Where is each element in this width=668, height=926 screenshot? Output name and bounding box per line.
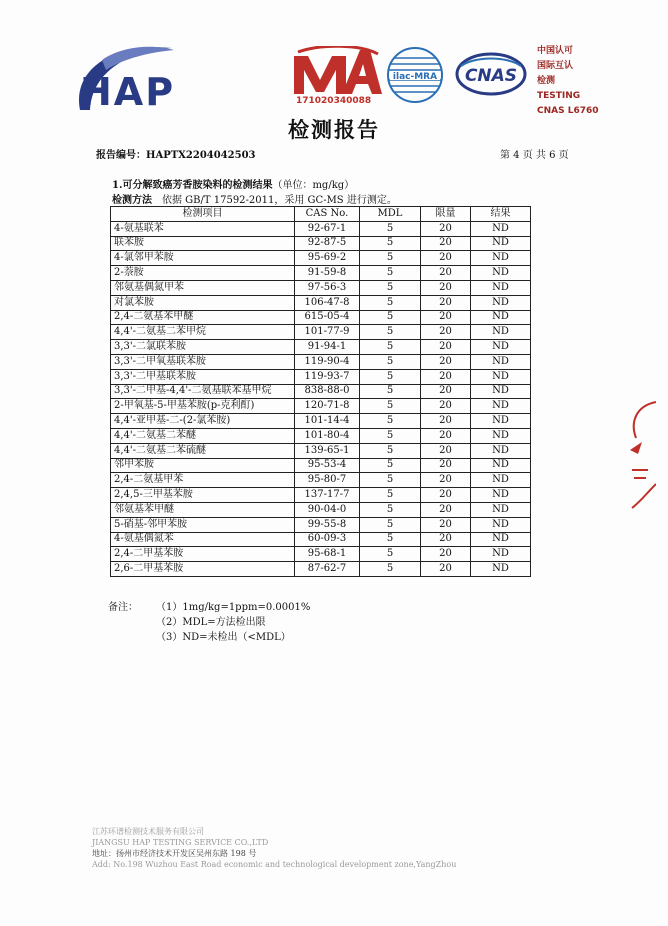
cell-mdl: 5 — [360, 428, 421, 443]
cell-result: ND — [471, 266, 531, 281]
cell-mdl: 5 — [360, 266, 421, 281]
cell-limit: 20 — [421, 502, 471, 517]
cell-result: ND — [471, 488, 531, 503]
cell-cas-no: 137-17-7 — [295, 488, 360, 503]
cell-cas-no: 95-69-2 — [295, 251, 360, 266]
cell-test-item: 邻氨基偶氮甲苯 — [111, 280, 295, 295]
cell-result: ND — [471, 428, 531, 443]
cnas-line: TESTING — [537, 91, 581, 101]
cell-test-item: 邻甲苯胺 — [111, 458, 295, 473]
cell-limit: 20 — [421, 473, 471, 488]
cell-result: ND — [471, 369, 531, 384]
cell-test-item: 4,4'-二氨基二苯甲烷 — [111, 325, 295, 340]
cnas-line: 中国认可 — [537, 46, 574, 56]
cnas-logo-icon — [455, 52, 527, 96]
section-unit: （单位：mg/kg） — [272, 180, 355, 191]
cell-cas-no: 92-67-1 — [295, 221, 360, 236]
cell-limit: 20 — [421, 384, 471, 399]
cell-test-item: 2-萘胺 — [111, 266, 295, 281]
cell-limit: 20 — [421, 399, 471, 414]
table-row — [111, 547, 531, 562]
cell-limit: 20 — [421, 236, 471, 251]
cell-cas-no: 91-94-1 — [295, 340, 360, 355]
section-title-text: 1.可分解致癌芳香胺染料的检测结果 — [112, 180, 273, 191]
cell-limit: 20 — [421, 325, 471, 340]
table-row — [111, 473, 531, 488]
table-row — [111, 340, 531, 355]
cell-cas-no: 95-53-4 — [295, 458, 360, 473]
cell-limit: 20 — [421, 517, 471, 532]
cell-cas-no: 87-62-7 — [295, 562, 360, 577]
cell-mdl: 5 — [360, 251, 421, 266]
cell-cas-no: 139-65-1 — [295, 443, 360, 458]
cell-test-item: 2,4-二氨基苯甲醚 — [111, 310, 295, 325]
cell-cas-no: 60-09-3 — [295, 532, 360, 547]
cell-limit: 20 — [421, 443, 471, 458]
table-row — [111, 354, 531, 369]
table-row — [111, 458, 531, 473]
cell-mdl: 5 — [360, 488, 421, 503]
table-row — [111, 502, 531, 517]
cell-test-item: 2-甲氧基-5-甲基苯胺(p-克利酊) — [111, 399, 295, 414]
cell-mdl: 5 — [360, 340, 421, 355]
footer-address-cn: 地址：扬州市经济技术开发区吴州东路 198 号 — [92, 849, 257, 858]
cell-result: ND — [471, 384, 531, 399]
cell-test-item: 3,3'-二甲基-4,4'-二氨基联苯基甲烷 — [111, 384, 295, 399]
cell-cas-no: 101-77-9 — [295, 325, 360, 340]
table-row — [111, 295, 531, 310]
footer-company-en: JIANGSU HAP TESTING SERVICE CO.,LTD — [92, 838, 269, 847]
cnas-line: 检测 — [537, 76, 556, 86]
cell-result: ND — [471, 295, 531, 310]
table-row — [111, 488, 531, 503]
cell-limit: 20 — [421, 295, 471, 310]
cma-code: 171020340088 — [296, 96, 372, 106]
table-row — [111, 325, 531, 340]
cell-mdl: 5 — [360, 473, 421, 488]
cell-cas-no: 119-90-4 — [295, 354, 360, 369]
cell-result: ND — [471, 547, 531, 562]
table-row — [111, 236, 531, 251]
cell-limit: 20 — [421, 458, 471, 473]
method-label: 检测方法 — [112, 195, 152, 206]
cell-test-item: 2,4,5-三甲基苯胺 — [111, 488, 295, 503]
cell-limit: 20 — [421, 414, 471, 429]
table-row — [111, 414, 531, 429]
cell-mdl: 5 — [360, 325, 421, 340]
cell-mdl: 5 — [360, 221, 421, 236]
cell-cas-no: 97-56-3 — [295, 280, 360, 295]
table-row — [111, 369, 531, 384]
cell-test-item: 4-氯邻甲苯胺 — [111, 251, 295, 266]
cell-mdl: 5 — [360, 280, 421, 295]
cell-cas-no: 95-68-1 — [295, 547, 360, 562]
cell-test-item: 4,4'-二氨基二苯硫醚 — [111, 443, 295, 458]
document-title: 检测报告 — [288, 117, 380, 142]
cell-mdl: 5 — [360, 532, 421, 547]
cell-mdl: 5 — [360, 236, 421, 251]
results-table-body — [111, 221, 531, 576]
cell-mdl: 5 — [360, 547, 421, 562]
cell-result: ND — [471, 340, 531, 355]
cell-cas-no: 106-47-8 — [295, 295, 360, 310]
cell-mdl: 5 — [360, 414, 421, 429]
header-test-item: 检测项目 — [111, 207, 295, 222]
table-row — [111, 221, 531, 236]
cell-test-item: 2,4-二氨基甲苯 — [111, 473, 295, 488]
report-number: 报告编号：HAPTX2204042503 — [96, 150, 256, 161]
cell-test-item: 2,4-二甲基苯胺 — [111, 547, 295, 562]
cell-result: ND — [471, 502, 531, 517]
cell-result: ND — [471, 458, 531, 473]
cell-result: ND — [471, 354, 531, 369]
method-text: 依据 GB/T 17592-2011，采用 GC-MS 进行测定。 — [162, 195, 397, 206]
cnas-accreditation-text — [537, 44, 599, 119]
cell-result: ND — [471, 562, 531, 577]
cell-result: ND — [471, 473, 531, 488]
cell-result: ND — [471, 399, 531, 414]
cell-test-item: 4-氨基偶氮苯 — [111, 532, 295, 547]
cell-mdl: 5 — [360, 369, 421, 384]
ilac-mra-globe-icon — [386, 46, 444, 104]
cell-test-item: 2,6-二甲基苯胺 — [111, 562, 295, 577]
cell-limit: 20 — [421, 369, 471, 384]
table-row — [111, 266, 531, 281]
cell-cas-no: 615-05-4 — [295, 310, 360, 325]
cell-mdl: 5 — [360, 502, 421, 517]
cell-result: ND — [471, 236, 531, 251]
cnas-label: CNAS — [464, 66, 518, 86]
cell-limit: 20 — [421, 340, 471, 355]
cell-result: ND — [471, 251, 531, 266]
header-result: 结果 — [471, 207, 531, 222]
table-row — [111, 532, 531, 547]
note-item: （1）1mg/kg=1ppm=0.0001% — [156, 602, 311, 613]
cell-limit: 20 — [421, 428, 471, 443]
results-table — [110, 206, 531, 577]
cell-limit: 20 — [421, 547, 471, 562]
cell-mdl: 5 — [360, 310, 421, 325]
cell-mdl: 5 — [360, 399, 421, 414]
test-method — [112, 191, 397, 206]
header-mdl: MDL — [360, 207, 421, 222]
table-row — [111, 562, 531, 577]
footer — [92, 826, 456, 870]
cell-cas-no: 101-14-4 — [295, 414, 360, 429]
cell-result: ND — [471, 414, 531, 429]
table-header-row — [111, 207, 531, 222]
table-row — [111, 428, 531, 443]
footer-company-cn: 江苏环谱检测技术服务有限公司 — [92, 827, 204, 836]
table-row — [111, 310, 531, 325]
cell-test-item: 联苯胺 — [111, 236, 295, 251]
cell-mdl: 5 — [360, 354, 421, 369]
table-row — [111, 443, 531, 458]
cell-result: ND — [471, 325, 531, 340]
cell-test-item: 4-氨基联苯 — [111, 221, 295, 236]
cell-limit: 20 — [421, 488, 471, 503]
cell-cas-no: 91-59-8 — [295, 266, 360, 281]
table-row — [111, 399, 531, 414]
cell-cas-no: 95-80-7 — [295, 473, 360, 488]
cell-test-item: 5-硝基-邻甲苯胺 — [111, 517, 295, 532]
cell-cas-no: 99-55-8 — [295, 517, 360, 532]
cell-limit: 20 — [421, 221, 471, 236]
section-title — [112, 176, 354, 191]
header-cas-no: CAS No. — [295, 207, 360, 222]
header-limit: 限量 — [421, 207, 471, 222]
cell-limit: 20 — [421, 266, 471, 281]
cell-limit: 20 — [421, 354, 471, 369]
cell-limit: 20 — [421, 310, 471, 325]
table-row — [111, 384, 531, 399]
cell-mdl: 5 — [360, 295, 421, 310]
page-count: 第 4 页 共 6 页 — [500, 150, 569, 161]
note-item: （2）MDL=方法检出限 — [156, 617, 266, 628]
cell-test-item: 3,3'-二氯联苯胺 — [111, 340, 295, 355]
cell-result: ND — [471, 532, 531, 547]
cell-test-item: 邻氨基苯甲醚 — [111, 502, 295, 517]
cell-result: ND — [471, 443, 531, 458]
cell-result: ND — [471, 280, 531, 295]
hap-logo-text: HAP — [80, 70, 176, 114]
cell-mdl: 5 — [360, 384, 421, 399]
footer-address-en: Add: No.198 Wuzhou East Road economic and technological development zone,YangZhou — [92, 860, 457, 869]
notes — [108, 600, 310, 645]
cell-mdl: 5 — [360, 562, 421, 577]
cell-cas-no: 92-87-5 — [295, 236, 360, 251]
cell-cas-no: 120-71-8 — [295, 399, 360, 414]
cell-cas-no: 101-80-4 — [295, 428, 360, 443]
cell-result: ND — [471, 221, 531, 236]
cell-test-item: 4,4'-二氨基二苯醚 — [111, 428, 295, 443]
cell-limit: 20 — [421, 251, 471, 266]
cell-cas-no: 119-93-7 — [295, 369, 360, 384]
cnas-line: 国际互认 — [537, 61, 574, 71]
cell-test-item: 3,3'-二甲氧基联苯胺 — [111, 354, 295, 369]
cma-mark-icon — [290, 46, 382, 98]
cell-limit: 20 — [421, 280, 471, 295]
cnas-line: CNAS L6760 — [537, 106, 599, 116]
table-row — [111, 280, 531, 295]
table-row — [111, 517, 531, 532]
cell-test-item: 4,4'-亚甲基-二-(2-氯苯胺) — [111, 414, 295, 429]
cell-test-item: 3,3'-二甲基联苯胺 — [111, 369, 295, 384]
table-row — [111, 251, 531, 266]
cell-mdl: 5 — [360, 458, 421, 473]
cell-mdl: 5 — [360, 517, 421, 532]
cell-result: ND — [471, 310, 531, 325]
notes-label: 备注： — [108, 602, 138, 613]
seal-stamp-icon — [626, 398, 656, 514]
ilac-label: ilac-MRA — [392, 72, 438, 82]
cell-cas-no: 838-88-0 — [295, 384, 360, 399]
cell-mdl: 5 — [360, 443, 421, 458]
note-item: （3）ND=未检出（<MDL） — [156, 632, 291, 643]
cell-limit: 20 — [421, 532, 471, 547]
cell-limit: 20 — [421, 562, 471, 577]
cell-cas-no: 90-04-0 — [295, 502, 360, 517]
cell-result: ND — [471, 517, 531, 532]
cell-test-item: 对氯苯胺 — [111, 295, 295, 310]
